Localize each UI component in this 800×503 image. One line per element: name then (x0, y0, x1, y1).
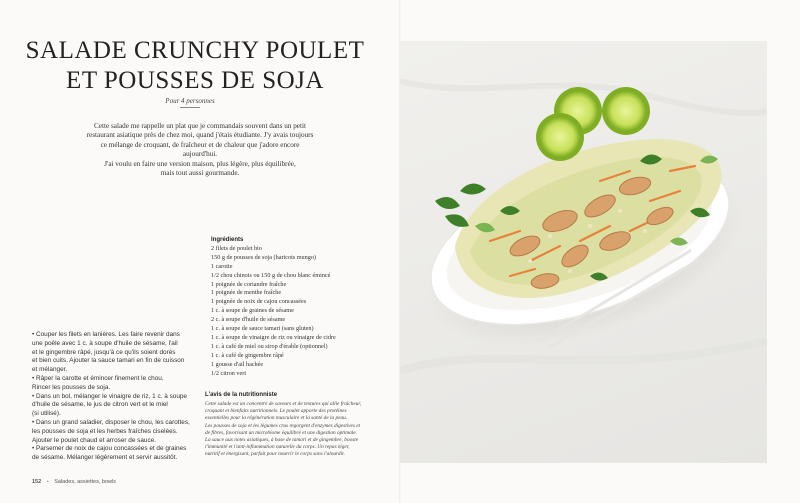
page-footer (32, 479, 116, 485)
step-line: • Râper la carotte et émincer finement le chou. (32, 374, 164, 382)
nutritionist-note (205, 392, 380, 459)
recipe-title-line-2: ET POUSSES DE SOJA (66, 67, 324, 94)
ingredient-item: 150 g de pousses de soja (haricots mungo) (211, 253, 316, 261)
step-line: une poêle avec 1 c. à soupe d'huile de sésame, l'ail (32, 339, 178, 347)
note-line: l'immunité et l'anti-inflammation naturelle du corps. Un repas léger, (205, 444, 350, 451)
ingredient-item: 1 poignée de noix de cajou concassées (211, 298, 307, 306)
ingredients-heading: Ingrédients (211, 237, 244, 243)
step-line: • Couper les filets en lanières. Les faire revenir dans (32, 331, 180, 338)
ingredient-item: 1/2 chou chinois ou 150 g de chou blanc émincé (211, 271, 331, 279)
ingredient-item: 1 c. à soupe de sauce tamari (sans gluten) (211, 325, 314, 333)
intro-line: J'ai voulu en faire une version maison, plus légère, plus équilibrée, (104, 159, 296, 168)
salad-photo (400, 41, 767, 463)
step-line: Ajouter le poulet chaud et arroser de sauce. (32, 436, 156, 444)
step-line: et le gingembre râpé, jusqu'à ce qu'ils soient dorés (32, 348, 176, 356)
step-line: les pousses de soja et les herbes fraîches ciselées. (32, 427, 178, 435)
step-line: et bien cuits. Ajouter la sauce tamari en fin de cuisson (32, 357, 185, 365)
intro-paragraph (85, 122, 315, 178)
ingredient-item: 1 c. à soupe de vinaigre de riz ou vinaigre de cidre (211, 333, 336, 341)
salad-illustration (400, 41, 767, 463)
page-number: 152 (32, 479, 42, 485)
title-divider (180, 107, 200, 108)
ingredient-item: 2 filets de poulet bio (211, 244, 262, 252)
ingredients-list (211, 236, 391, 379)
ingredient-item: 1 poignée de coriandre fraîche (211, 280, 287, 288)
step-line: de sésame. Mélanger légèrement et servir aussitôt. (32, 454, 178, 462)
note-line: nutritif et énergisant, parfait pour nourrir le corps sans l'alourdir. (205, 451, 345, 458)
ingredient-item: 2 c. à soupe d'huile de sésame (211, 316, 286, 324)
step-line: et mélanger. (32, 366, 68, 374)
step-line: Rincer les pousses de soja. (32, 383, 111, 391)
ingredient-item: 1/2 citron vert (211, 369, 247, 377)
ingredient-item: 1 carotte (211, 262, 233, 270)
servings: Pour 4 personnes (165, 97, 215, 105)
section-name: Salades, assiettes, bowls (54, 479, 116, 485)
step-line: • Dans un bol, mélanger le vinaigre de riz, 1 c. à soupe (32, 392, 187, 400)
intro-line: ce mélange de croquant, de fraîcheur et de chaleur que j'adore encore aujourd'hui. (100, 140, 300, 159)
note-line: La sauce aux notes asiatiques, à base de tamari et de gingembre, booste (205, 437, 359, 444)
recipe-title (20, 36, 370, 96)
step-line: (si utilisé). (32, 410, 61, 418)
step-line: • Parsemer de noix de cajou concassées et de graines (32, 445, 187, 453)
nutritionist-note-text (205, 401, 380, 459)
nutritionist-note-title: L'avis de la nutritionniste (205, 392, 278, 398)
ingredient-item: 1 c. à soupe de graines de sésame (211, 307, 294, 315)
preparation-steps (32, 331, 200, 463)
ingredient-item: 1 c. à café de gingembre râpé (211, 351, 284, 359)
note-line: de fibres, favorisant un microbiome équilibré et une digestion optimale. (205, 429, 357, 436)
ingredient-item: 1 poignée de menthe fraîche (211, 289, 282, 297)
ingredient-item: 1 gousse d'ail hachée (211, 360, 264, 368)
note-line: essentielles pour la régénération musculaire et la santé de la peau. (205, 415, 348, 422)
note-line: Cette salade est un concentré de saveurs et de textures qui allie fraîcheur, (205, 401, 362, 407)
note-line: Les pousses de soja et les légumes crus regorgent d'enzymes digestives et (205, 422, 361, 429)
intro-line: mais tout aussi gourmande. (160, 169, 240, 178)
note-line: croquant et bienfaits nutritionnels. Le poulet apporte des protéines (205, 408, 347, 415)
footer-separator: • (46, 479, 49, 485)
step-line: d'huile de sésame, le jus de citron vert et le miel (32, 401, 168, 409)
step-line: • Dans un grand saladier, disposer le chou, les carottes, (32, 418, 190, 426)
intro-line: restaurant asiatique près de chez moi, quand j'étais étudiante. J'y avais toujours (86, 131, 314, 140)
intro-line: Cette salade me rappelle un plat que je commandais souvent dans un petit (94, 122, 306, 130)
recipe-title-line-1: SALADE CRUNCHY POULET (25, 37, 365, 64)
ingredient-item: 1 c. à café de miel ou sirop d'érable (optionnel) (211, 342, 328, 350)
